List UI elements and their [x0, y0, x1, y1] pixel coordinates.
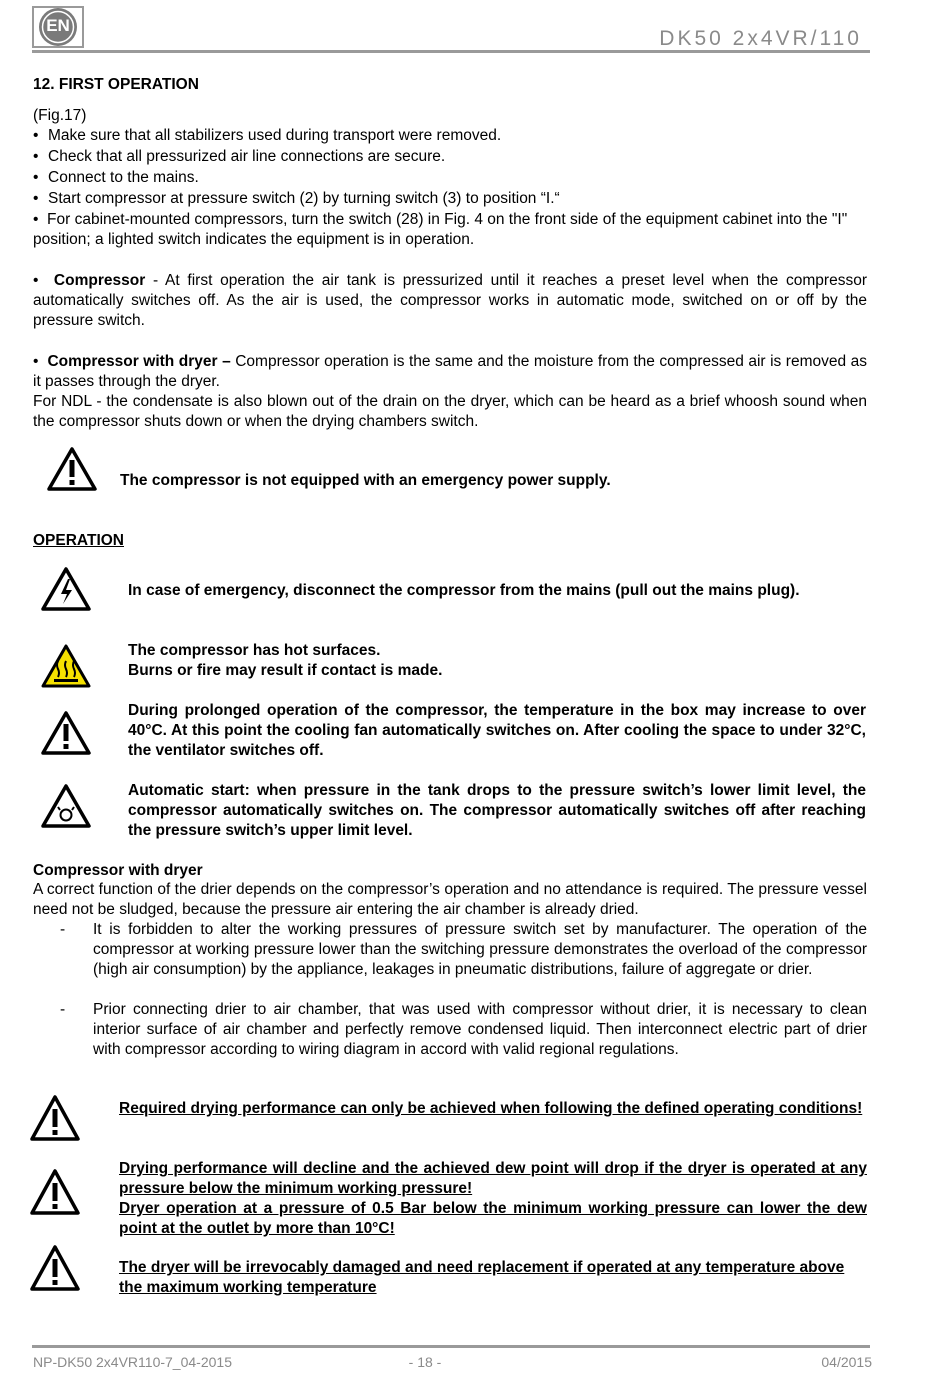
dew-point-warning: Dryer operation at a pressure of 0.5 Bar below the minimum working pressure can lower the dew point at the outlet by more than 10°C!	[119, 1200, 867, 1237]
list-dash: -	[60, 921, 66, 938]
list-item	[60, 1000, 867, 1060]
section-title: 12. FIRST OPERATION	[33, 76, 199, 93]
low-pressure-warning: Drying performance will decline and the achieved dew point will drop if the dryer is operated at any pressure below the minimum working pressure!	[119, 1160, 867, 1197]
dryer-intro: A correct function of the drier depends on the compressor’s operation and no attendance is required. The pressure vessel need not be sludged, because the pressure air entering the air chamber is already dried.	[33, 881, 867, 918]
warning-triangle-icon	[29, 1244, 81, 1298]
warning-triangle-icon	[29, 1094, 81, 1148]
ndl-paragraph: For NDL - the condensate is also blown out of the drain on the dryer, which can be heard as a brief whoosh sound when the compressor shuts down or when the drying chambers switch.	[33, 393, 867, 430]
list-item-cabinet: • For cabinet-mounted compressors, turn the switch (28) in Fig. 4 on the front side of the equipment cabinet into the "I" position; a lighted switch indicates the equipment is in operation.	[33, 211, 848, 248]
dryer-section-title: Compressor with dryer	[33, 862, 203, 879]
dryer-text: Compressor operation is the same and the moisture from the compressed air is removed as it passes through the dryer.	[33, 353, 868, 390]
automatic-start-warning: Automatic start: when pressure in the tank drops to the pressure switch’s lower limit level, the compressor automatically switches on. The compressor automatically switches off after reaching the pressure switch’s upper limit level.	[128, 782, 866, 839]
list-item: • Check that all pressurized air line connections are secure.	[33, 147, 882, 167]
figure-reference: (Fig.17)	[33, 107, 87, 124]
list-item-text: Prior connecting drier to air chamber, that was used with compressor without drier, it is necessary to clean interior surface of air chamber and perfectly remove condensed liquid. Then interconnect electric part of drier with compressor according to wiring diagram in accord with valid regional regulations.	[93, 1001, 867, 1058]
page-number: - 18 -	[408, 1354, 442, 1370]
header-divider	[32, 50, 870, 53]
list-item-text: It is forbidden to alter the working pressures of pressure switch set by manufacturer. The operation of the compressor at working pressure lower than the switching pressure demonstrates the overload of the compressor (high air consumption) by the appliance, leakages in pneumatic distributions, failure of aggregate or drier.	[93, 921, 867, 978]
warning-triangle-icon	[46, 446, 98, 498]
temperature-damage-warning: The dryer will be irrevocably damaged and need replacement if operated at any temperature above the maximum working temperature	[119, 1259, 845, 1296]
language-code: EN	[46, 16, 70, 35]
hot-surface-icon	[40, 643, 92, 695]
automatic-start-icon	[40, 783, 92, 835]
document-id: NP-DK50 2x4VR110-7_04-2015	[33, 1354, 232, 1370]
emergency-disconnect-warning: In case of emergency, disconnect the compressor from the mains (pull out the mains plug).	[128, 582, 800, 599]
list-item: • Start compressor at pressure switch (2) by turning switch (3) to position “I.“	[33, 189, 882, 209]
temperature-warning: During prolonged operation of the compressor, the temperature in the box may increase to over 40°C. At this point the cooling fan automatically switches on. After cooling the space to under 32°C, the ventilator switches off.	[128, 702, 866, 759]
list-item: • Make sure that all stabilizers used during transport were removed.	[33, 126, 882, 146]
model-title: DK50 2x4VR/110	[659, 27, 862, 50]
document-date: 04/2015	[821, 1354, 872, 1370]
electric-hazard-icon	[40, 566, 92, 618]
list-item: • Connect to the mains.	[33, 168, 882, 188]
list-item	[60, 920, 867, 980]
language-badge	[32, 6, 84, 48]
compressor-paragraph: • Compressor - At first operation the air tank is pressurized until it reaches a preset level when the compressor automatically switches off. As the air is used, the compressor works in automatic mode, switched on or off by the pressure switch.	[33, 272, 867, 329]
dryer-label: Compressor with dryer –	[47, 353, 231, 370]
compressor-label: Compressor	[53, 272, 146, 289]
warning-triangle-icon	[40, 710, 92, 762]
list-item-text: For cabinet-mounted compressors, turn the switch (28) in Fig. 4 on the front side of the equipment cabinet into the "I" position; a lighted switch indicates the equipment is in operation.	[33, 211, 848, 248]
burn-warning: Burns or fire may result if contact is made.	[128, 662, 443, 679]
compressor-text: - At first operation the air tank is pressurized until it reaches a preset level when the compressor automatically switches off. As the air is used, the compressor works in automatic mode, switched on or off by the pressure switch.	[33, 272, 867, 329]
drying-conditions-warning: Required drying performance can only be achieved when following the defined operating conditions!	[119, 1100, 863, 1117]
operation-title: OPERATION	[33, 532, 124, 549]
emergency-warning: The compressor is not equipped with an emergency power supply.	[120, 472, 611, 489]
warning-triangle-icon	[29, 1168, 81, 1222]
footer-divider	[32, 1345, 870, 1348]
dryer-paragraph: • Compressor with dryer – Compressor operation is the same and the moisture from the compressed air is removed as it passes through the dryer.	[33, 353, 868, 390]
hot-surface-warning: The compressor has hot surfaces.	[128, 642, 381, 659]
list-dash: -	[60, 1001, 66, 1018]
